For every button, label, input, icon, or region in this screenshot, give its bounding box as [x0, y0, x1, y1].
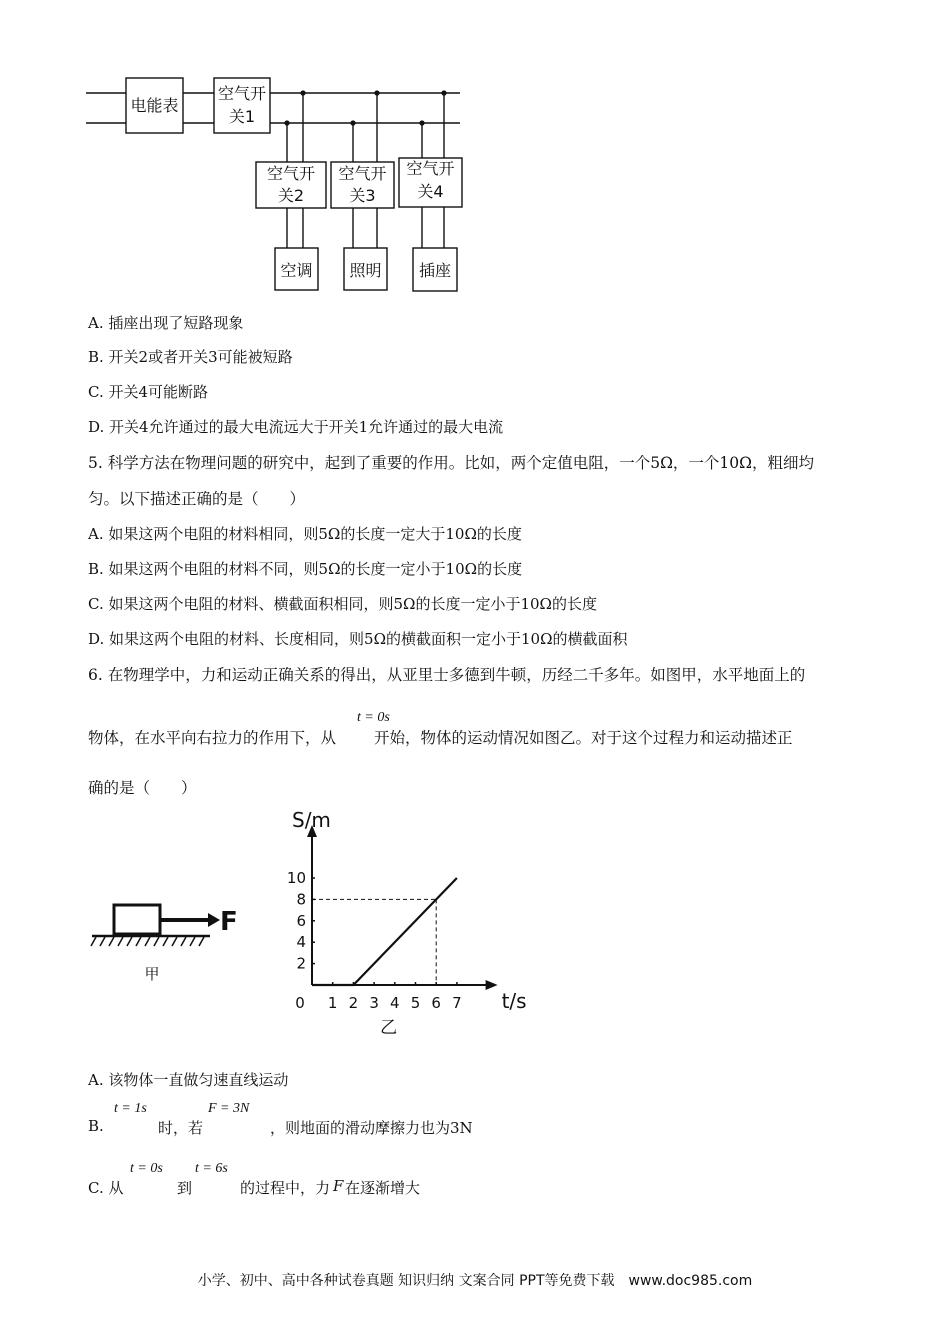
q4-option-a: A. 插座出现了短路现象 [88, 314, 244, 332]
x-tick-label-4: 4 [390, 994, 400, 1012]
force-label: F [220, 907, 238, 937]
q6-option-c-math2: t = 6s [195, 1161, 228, 1176]
load-ac-label: 空调 [280, 261, 313, 280]
q6-option-b-text1: 时，若 [158, 1119, 204, 1137]
x-axis-arrow-icon [486, 980, 498, 990]
svg-text:关4: 关4 [417, 182, 444, 201]
q6-option-a: A. 该物体一直做匀速直线运动 [88, 1071, 289, 1089]
q5-option-a: A. 如果这两个电阻的材料相同，则5Ω的长度一定大于10Ω的长度 [88, 525, 522, 543]
q5-option-b: B. 如果这两个电阻的材料不同，则5Ω的长度一定小于10Ω的长度 [88, 560, 523, 578]
svg-text:空气开: 空气开 [338, 164, 387, 183]
svg-text:关2: 关2 [277, 186, 305, 205]
x-tick-label-3: 3 [369, 994, 379, 1012]
meter-label: 电能表 [130, 96, 179, 115]
q6-option-c-var: F [333, 1177, 344, 1195]
q6-stem-line2b: 开始，物体的运动情况如图乙。对于这个过程力和运动描述正 [374, 729, 793, 747]
x-tick-label-2: 2 [348, 994, 359, 1012]
y-tick-label-8: 8 [296, 890, 306, 909]
svg-text:关1: 关1 [228, 107, 256, 126]
figure-yi-st-chart [280, 805, 530, 1040]
figure-jia-caption: 甲 [144, 965, 160, 983]
x-tick-label-5: 5 [410, 994, 421, 1012]
y-tick-label-2: 2 [296, 954, 306, 973]
force-arrow-icon [208, 913, 220, 927]
q6-option-b-math1: t = 1s [114, 1101, 147, 1116]
load-light-label: 照明 [349, 261, 382, 280]
figure-yi-caption: 乙 [380, 1018, 398, 1038]
svg-text:空气开: 空气开 [266, 164, 316, 183]
q6-option-c-text3: 在逐渐增大 [345, 1179, 421, 1197]
y-tick-label-10: 10 [286, 869, 306, 887]
page-footer: 小学、初中、高中各种试卷真题 知识归纳 文案合同 PPT等免费下载 www.doc985.com [197, 1273, 753, 1289]
x-axis-label: t/s [501, 989, 527, 1013]
svg-text:空气开: 空气开 [217, 84, 267, 103]
q6-stem-line3: 确的是（ ） [88, 779, 197, 797]
q6-option-c-prefix: C. 从 [88, 1179, 124, 1197]
q5-stem-line2: 匀。以下描述正确的是（ ） [88, 490, 306, 508]
circuit-diagram [80, 70, 480, 300]
q6-option-c-text2: 的过程中，力 [240, 1179, 331, 1197]
x-tick-label-6: 6 [431, 994, 441, 1012]
q6-option-b-text2: ，则地面的滑动摩擦力也为3N [270, 1119, 473, 1137]
svg-text:空气开: 空气开 [406, 159, 455, 178]
x-tick-label-7: 7 [452, 994, 462, 1012]
q5-stem-line1: 5. 科学方法在物理问题的研究中，起到了重要的作用。比如，两个定值电阻，一个5Ω，一个10Ω，粗细均 [88, 454, 815, 472]
q4-option-c: C. 开关4可能断路 [88, 383, 209, 401]
x-tick-label-1: 1 [327, 994, 338, 1012]
q6-option-c-math1: t = 0s [130, 1161, 163, 1176]
q6-option-c-text1: 到 [177, 1179, 193, 1197]
q6-stem-math: t = 0s [357, 710, 390, 725]
figure-jia [88, 895, 248, 990]
series-line-0 [312, 878, 457, 985]
y-tick-label-4: 4 [296, 933, 306, 952]
q6-option-b-prefix: B. [88, 1117, 104, 1135]
svg-text:关3: 关3 [349, 186, 376, 205]
q6-option-b-math2: F = 3N [208, 1101, 250, 1116]
load-socket-label: 插座 [418, 261, 452, 280]
q6-stem-line2a: 物体，在水平向右拉力的作用下，从 [88, 729, 337, 747]
x-tick-label-0: 0 [295, 994, 305, 1012]
y-axis-label: S/m [292, 808, 331, 832]
q4-option-b: B. 开关2或者开关3可能被短路 [88, 348, 293, 366]
q6-stem-line1: 6. 在物理学中，力和运动正确关系的得出，从亚里士多德到牛顿，历经二千多年。如图甲，水平地面上的 [88, 666, 806, 684]
q5-option-d: D. 如果这两个电阻的材料、长度相同，则5Ω的横截面积一定小于10Ω的横截面积 [88, 630, 628, 648]
y-tick-label-6: 6 [296, 911, 306, 930]
q5-option-c: C. 如果这两个电阻的材料、横截面积相同，则5Ω的长度一定小于10Ω的长度 [88, 595, 597, 613]
q4-option-d: D. 开关4允许通过的最大电流远大于开关1允许通过的最大电流 [88, 418, 504, 436]
